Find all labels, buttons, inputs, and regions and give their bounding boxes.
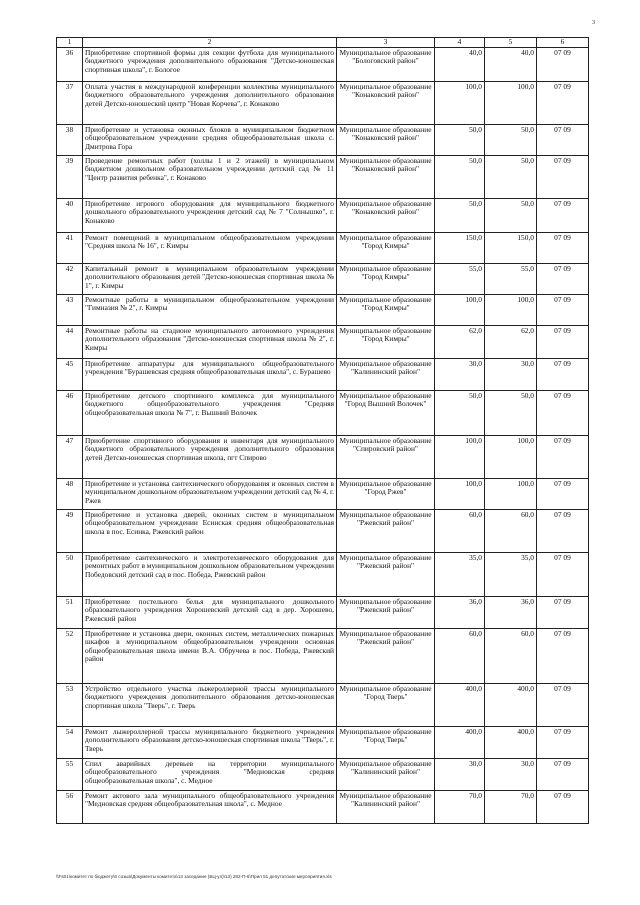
row-amount-approved: 55,0: [485, 264, 537, 295]
column-header: 4: [435, 38, 485, 48]
row-code: 07 09: [537, 359, 589, 391]
row-number: 40: [57, 199, 83, 233]
row-municipality: Муниципальное образование "Калининский район": [337, 759, 435, 791]
row-code: 07 09: [537, 125, 589, 156]
row-description: Приобретение и установка сантехнического оборудования и оконных систем в муниципальном дошкольном образовательном учреждении детский сад № 4, г. Ржев: [83, 479, 337, 510]
row-number: 38: [57, 125, 83, 156]
row-municipality: Муниципальное образование "Калининский район": [337, 359, 435, 391]
row-code: 07 09: [537, 326, 589, 359]
row-municipality: Муниципальное образование "Ржевский район": [337, 510, 435, 553]
row-number: 41: [57, 233, 83, 264]
row-code: 07 09: [537, 156, 589, 199]
table-row: [57, 597, 589, 629]
row-code: 07 09: [537, 727, 589, 759]
row-municipality: Муниципальное образование "Калининский район": [337, 791, 435, 824]
row-amount-approved: 100,0: [485, 82, 537, 125]
row-number: 45: [57, 359, 83, 391]
row-description: Спил аварийных деревьев на территории муниципального общеобразовательного учреждения "Медновская средняя общеобразовательная школа", с. Медное: [83, 759, 337, 791]
row-amount: 150,0: [435, 233, 485, 264]
row-amount: 50,0: [435, 156, 485, 199]
row-description: Ремонтные работы на стадионе муниципального автономного учреждения дополнительного образования "Детско-юношеская спортивная школа № 2", г. Кимры: [83, 326, 337, 359]
row-amount: 40,0: [435, 48, 485, 82]
row-amount: 400,0: [435, 684, 485, 727]
row-description: Приобретение спортивного оборудования и инвентаря для муниципального бюджетного образовательного учреждения дополнительного образования детей Детско-юношеская спортивная школа, пгт Спирово: [83, 436, 337, 479]
row-municipality: Муниципальное образование "Конаковский район": [337, 82, 435, 125]
column-header: 1: [57, 38, 83, 48]
row-amount: 100,0: [435, 436, 485, 479]
row-municipality: Муниципальное образование "Конаковский район": [337, 125, 435, 156]
row-code: 07 09: [537, 553, 589, 597]
row-municipality: Муниципальное образование "Спировский район": [337, 436, 435, 479]
table-row: [57, 233, 589, 264]
table-row: [57, 199, 589, 233]
row-code: 07 09: [537, 295, 589, 326]
row-amount: 35,0: [435, 553, 485, 597]
row-amount: 55,0: [435, 264, 485, 295]
row-description: Ремонт лыжероллерной трассы муниципального бюджетного учреждения дополнительного образования детско-юношеская спортивная школа "Тверь", г. Тверь: [83, 727, 337, 759]
table-row: [57, 295, 589, 326]
row-municipality: Муниципальное образование "Город Кимры": [337, 264, 435, 295]
row-amount: 100,0: [435, 479, 485, 510]
row-number: 39: [57, 156, 83, 199]
row-municipality: Муниципальное образование "Город Тверь": [337, 727, 435, 759]
row-number: 46: [57, 391, 83, 436]
row-number: 48: [57, 479, 83, 510]
row-amount-approved: 70,0: [485, 791, 537, 824]
row-amount: 50,0: [435, 199, 485, 233]
row-description: Проведение ремонтных работ (холлы 1 и 2 этажей) в муниципальном бюджетном дошкольном образовательном учреждении детский сад № 11 "Центр развития ребенка", г. Конаково: [83, 156, 337, 199]
row-description: Приобретение спортивной формы для секции футбола для муниципального бюджетного учреждения дополнительного образования "Детско-юношеская спортивная школа", г. Бологое: [83, 48, 337, 82]
row-number: 47: [57, 436, 83, 479]
table-row: [57, 510, 589, 553]
table-row: [57, 791, 589, 824]
row-number: 56: [57, 791, 83, 824]
row-number: 44: [57, 326, 83, 359]
row-code: 07 09: [537, 791, 589, 824]
row-municipality: Муниципальное образование "Ржевский район": [337, 629, 435, 684]
row-code: 07 09: [537, 391, 589, 436]
row-description: Приобретение постельного белья для муниципального дошкольного образовательного учреждения Хорошевский детский сад в дер. Хорошево, Ржевский район: [83, 597, 337, 629]
row-municipality: Муниципальное образование "Город Тверь": [337, 684, 435, 727]
row-municipality: Муниципальное образование "Ржевский район": [337, 553, 435, 597]
row-description: Ремонт помещений в муниципальном общеобразовательном учреждении "Средняя школа № 16", г. Кимры: [83, 233, 337, 264]
column-header: 6: [537, 38, 589, 48]
row-description: Ремонт актового зала муниципального общеобразовательного учреждения "Медновская средняя общеобразовательная школа", с. Медное: [83, 791, 337, 824]
row-description: Оплата участия в международной конференции коллектива муниципального бюджетного образовательного учреждения дополнительного образования детей Детско-юношеский центр "Новая Корчева", г. Конаково: [83, 82, 337, 125]
row-amount-approved: 40,0: [485, 48, 537, 82]
table-row: [57, 156, 589, 199]
row-description: Приобретение игрового оборудования для муниципального бюджетного дошкольного образовательного учреждения детский сад № 7 "Солнышко", г. Конаково: [83, 199, 337, 233]
row-municipality: Муниципальное образование "Ржевский район": [337, 597, 435, 629]
row-code: 07 09: [537, 233, 589, 264]
row-code: 07 09: [537, 479, 589, 510]
column-header: 3: [337, 38, 435, 48]
row-description: Приобретение детского спортивного комплекса для муниципального бюджетного общеобразовательного учреждения "Средняя общеобразовательная школа № 7", г. Вышний Волочек: [83, 391, 337, 436]
row-amount: 50,0: [435, 125, 485, 156]
row-description: Приобретение и установка оконных блоков в муниципальном бюджетном общеобразовательном учреждении средняя общеобразовательная школа с. Дмитрова Гора: [83, 125, 337, 156]
row-code: 07 09: [537, 510, 589, 553]
row-number: 36: [57, 48, 83, 82]
row-code: 07 09: [537, 759, 589, 791]
row-description: Приобретение и установка дверей, оконных систем в муниципальном общеобразовательном учреждении Есинская средняя общеобразовательная школа в пос. Есинка, Ржевский район: [83, 510, 337, 553]
row-amount-approved: 35,0: [485, 553, 537, 597]
table-row: [57, 125, 589, 156]
row-code: 07 09: [537, 597, 589, 629]
row-description: Приобретение сантехнического и электротехнического оборудования для ремонтных работ в муниципальном дошкольном образовательном учреждении Победовский детский сад в пос. Победа, Ржевский район: [83, 553, 337, 597]
row-municipality: Муниципальное образование "Город Кимры": [337, 326, 435, 359]
table-row: [57, 553, 589, 597]
table-row: [57, 629, 589, 684]
row-amount-approved: 50,0: [485, 156, 537, 199]
row-description: Приобретение и установка двери, оконных систем, металлических пожарных шкафов в муниципальном общеобразовательном учреждении основная общеобразовательная школа имени В.А. Обручева в пос. Победа, Ржевский район: [83, 629, 337, 684]
row-amount-approved: 60,0: [485, 629, 537, 684]
row-description: Устройство отдельного участка лыжероллерной трассы муниципального бюджетного учреждения дополнительного образования детско-юношеская спортивная школа "Тверь", г. Тверь: [83, 684, 337, 727]
row-amount: 60,0: [435, 629, 485, 684]
row-number: 55: [57, 759, 83, 791]
row-amount: 60,0: [435, 510, 485, 553]
row-amount-approved: 60,0: [485, 510, 537, 553]
table-row: [57, 479, 589, 510]
row-amount: 30,0: [435, 359, 485, 391]
row-code: 07 09: [537, 684, 589, 727]
row-number: 43: [57, 295, 83, 326]
row-amount: 70,0: [435, 791, 485, 824]
row-number: 50: [57, 553, 83, 597]
row-code: 07 09: [537, 82, 589, 125]
row-amount-approved: 400,0: [485, 727, 537, 759]
row-code: 07 09: [537, 48, 589, 82]
row-amount: 100,0: [435, 295, 485, 326]
row-amount-approved: 400,0: [485, 684, 537, 727]
row-amount: 50,0: [435, 391, 485, 436]
row-amount: 100,0: [435, 82, 485, 125]
page-number: 3: [592, 20, 595, 26]
table-row: [57, 727, 589, 759]
row-municipality: Муниципальное образование "Конаковский район": [337, 156, 435, 199]
row-municipality: Муниципальное образование "Бологовский район": [337, 48, 435, 82]
row-amount-approved: 30,0: [485, 759, 537, 791]
row-number: 37: [57, 82, 83, 125]
row-amount-approved: 62,0: [485, 326, 537, 359]
row-number: 52: [57, 629, 83, 684]
row-amount-approved: 100,0: [485, 479, 537, 510]
table-row: [57, 264, 589, 295]
table-row: [57, 684, 589, 727]
row-municipality: Муниципальное образование "Город Кимры": [337, 295, 435, 326]
row-description: Ремонтные работы в муниципальном общеобразовательном учреждении "Гимназия № 2", г. Кимры: [83, 295, 337, 326]
row-number: 49: [57, 510, 83, 553]
row-number: 51: [57, 597, 83, 629]
row-amount: 36,0: [435, 597, 485, 629]
row-amount-approved: 50,0: [485, 391, 537, 436]
row-description: Капитальный ремонт в муниципальном образовательном учреждении дополнительного образования детей "Детско-юношеская спортивная школа № 1", г. Кимры: [83, 264, 337, 295]
row-amount: 62,0: [435, 326, 485, 359]
column-header: 2: [83, 38, 337, 48]
row-amount-approved: 100,0: [485, 295, 537, 326]
funding-table: [56, 37, 589, 824]
row-code: 07 09: [537, 629, 589, 684]
row-number: 53: [57, 684, 83, 727]
file-path-footer: \\Fs01\комитет по бюджету\6 созыв\Документы комитета\13 заседание (БЦ-ул)\13) 282-П-6\Прил 51 депутатские мероприятия.xls: [56, 874, 332, 879]
row-description: Приобретение аппаратуры для муниципального общеобразовательного учреждения "Бурашевская средняя общеобразовательная школа", с. Бурашево: [83, 359, 337, 391]
row-code: 07 09: [537, 264, 589, 295]
row-municipality: Муниципальное образование "Город Кимры": [337, 233, 435, 264]
row-municipality: Муниципальное образование "Город Вышний Волочек": [337, 391, 435, 436]
table-row: [57, 359, 589, 391]
row-municipality: Муниципальное образование "Конаковский район": [337, 199, 435, 233]
row-amount-approved: 30,0: [485, 359, 537, 391]
row-code: 07 09: [537, 199, 589, 233]
table-row: [57, 759, 589, 791]
table-row: [57, 82, 589, 125]
header-row: [57, 38, 589, 48]
row-municipality: Муниципальное образование "Город Ржев": [337, 479, 435, 510]
row-amount-approved: 50,0: [485, 199, 537, 233]
table-row: [57, 391, 589, 436]
table-row: [57, 326, 589, 359]
table-row: [57, 436, 589, 479]
row-amount: 30,0: [435, 759, 485, 791]
row-amount-approved: 100,0: [485, 436, 537, 479]
row-amount-approved: 36,0: [485, 597, 537, 629]
row-number: 54: [57, 727, 83, 759]
row-amount: 400,0: [435, 727, 485, 759]
row-amount-approved: 50,0: [485, 125, 537, 156]
table-row: [57, 48, 589, 82]
column-header: 5: [485, 38, 537, 48]
row-amount-approved: 150,0: [485, 233, 537, 264]
row-code: 07 09: [537, 436, 589, 479]
row-number: 42: [57, 264, 83, 295]
